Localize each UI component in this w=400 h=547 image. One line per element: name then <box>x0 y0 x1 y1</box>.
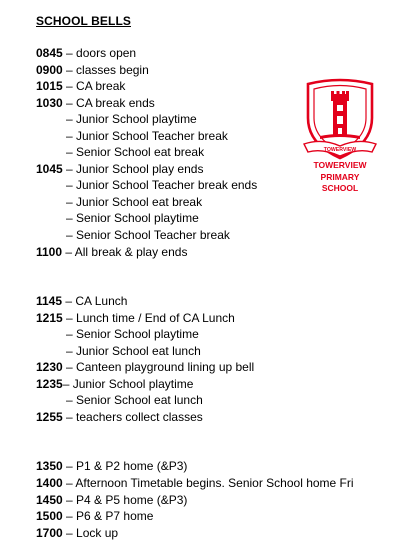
entry-time: 1255 <box>36 409 63 424</box>
entry-text: – Lunch time / End of CA Lunch <box>62 310 235 325</box>
entry-text: – Junior School playtime <box>66 112 197 127</box>
entry-time: 1215 <box>36 310 63 325</box>
entry-text: – Junior School eat break <box>66 194 203 209</box>
schedule-entry <box>36 508 376 525</box>
section-spacer <box>36 260 376 293</box>
schedule-entry <box>36 62 376 79</box>
school-name-line: SCHOOL <box>321 183 359 193</box>
page-title: SCHOOL BELLS <box>36 14 131 28</box>
schedule-entry <box>36 475 376 492</box>
entry-time: 1030 <box>36 95 63 110</box>
school-name-line: PRIMARY <box>320 171 360 182</box>
entry-time: 1700 <box>36 525 63 540</box>
schedule-entry <box>36 376 376 393</box>
entry-time: 1400 <box>36 476 63 491</box>
schedule-entry <box>36 293 376 310</box>
schedule-entry <box>36 458 376 475</box>
entry-text: – All break & play ends <box>62 244 188 259</box>
entry-time: 0900 <box>36 62 63 77</box>
schedule-entry <box>36 525 376 542</box>
entry-time: 1500 <box>36 509 63 524</box>
crest-banner-text: TOWERVIEW <box>323 147 357 153</box>
entry-text: – Lock up <box>62 525 119 540</box>
entry-time: 1100 <box>36 244 63 259</box>
entry-text: – Afternoon Timetable begins. Senior School home Fri <box>62 476 354 491</box>
schedule-entry <box>36 45 376 62</box>
entry-time: 0845 <box>36 46 63 60</box>
entry-text: – P1 & P2 home (&P3) <box>62 459 188 474</box>
school-name-line: TOWERVIEW <box>313 160 367 170</box>
entry-time: 1145 <box>36 294 63 309</box>
entry-text: – Canteen playground lining up bell <box>62 360 255 375</box>
entry-time: 1045 <box>36 161 63 176</box>
entry-text: – Junior School Teacher break ends <box>66 178 258 193</box>
entry-time: 1235 <box>36 376 63 391</box>
schedule-sub-entry <box>36 326 376 343</box>
schedule-entry <box>36 359 376 376</box>
entry-time: 1350 <box>36 459 63 474</box>
schedule-sub-entry <box>36 392 376 409</box>
entry-text: – CA break ends <box>62 95 155 110</box>
entry-time: 1230 <box>36 360 63 375</box>
entry-text: – Senior School playtime <box>66 211 199 226</box>
schedule-entry <box>36 244 376 261</box>
entry-text: – classes begin <box>62 62 149 77</box>
entry-text: – teachers collect classes <box>62 409 203 424</box>
entry-text: – Senior School playtime <box>66 327 199 342</box>
entry-text: – P6 & P7 home <box>62 509 154 524</box>
entry-text: – Senior School eat lunch <box>66 393 203 408</box>
entry-text: – Senior School eat break <box>66 145 205 160</box>
entry-text: – Senior School Teacher break <box>66 228 230 243</box>
schedule-entry <box>36 310 376 327</box>
schedule-sub-entry <box>36 227 376 244</box>
entry-text: – doors open <box>62 46 137 60</box>
entry-text: – P4 & P5 home (&P3) <box>62 492 188 507</box>
schedule-entry <box>36 409 376 426</box>
school-name <box>292 160 388 195</box>
entry-text: – Junior School eat lunch <box>66 343 201 358</box>
entry-text: – Junior School playtime <box>62 376 194 391</box>
entry-text: – CA break <box>62 79 126 94</box>
section-spacer <box>36 425 376 458</box>
entry-text: – Junior School play ends <box>62 161 204 176</box>
schedule-sub-entry <box>36 343 376 360</box>
entry-time: 1450 <box>36 492 63 507</box>
schedule-sub-entry <box>36 210 376 227</box>
entry-text: – CA Lunch <box>62 294 128 309</box>
entry-time: 1015 <box>36 79 63 94</box>
schedule-entry <box>36 492 376 509</box>
entry-text: – Junior School Teacher break <box>66 128 228 143</box>
